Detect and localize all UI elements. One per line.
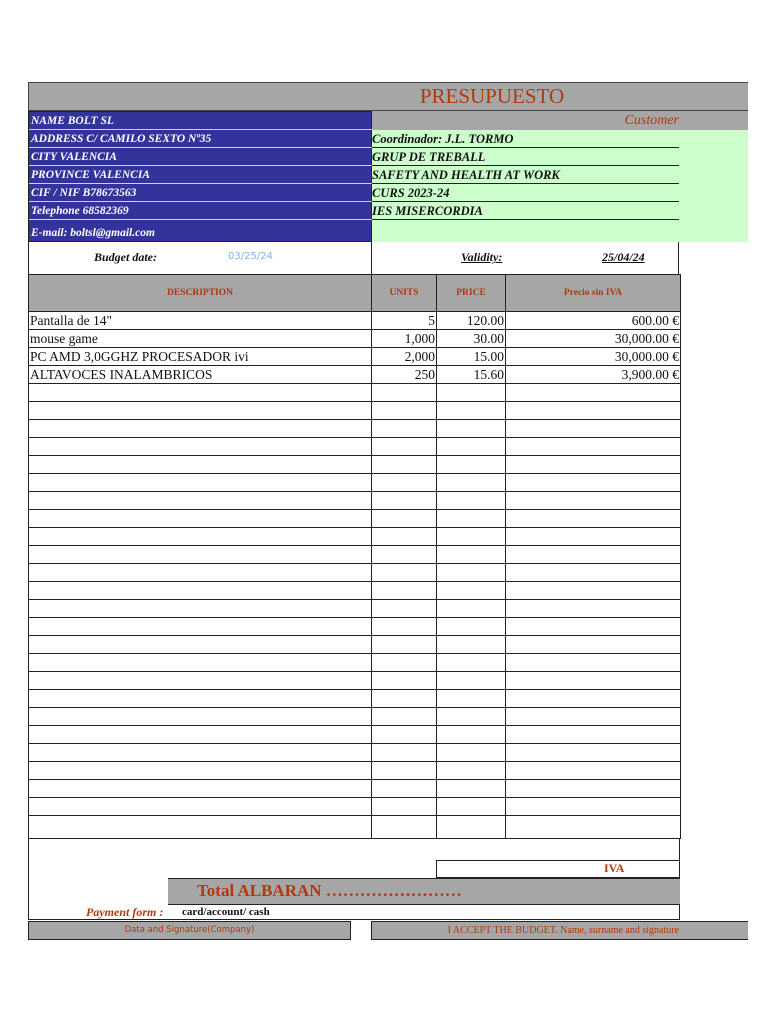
empty-table-row[interactable]: [29, 654, 681, 672]
total-label: Total ALBARAN ……………………: [197, 881, 462, 900]
empty-cell[interactable]: [372, 744, 437, 762]
company-address: ADDRESS C/ CAMILO SEXTO Nº35: [29, 130, 372, 148]
empty-table-row[interactable]: [29, 384, 681, 402]
empty-cell[interactable]: [29, 600, 372, 618]
table-row[interactable]: [29, 348, 681, 366]
cell-description[interactable]: PC AMD 3,0GGHZ PROCESADOR ivi: [29, 348, 372, 366]
document-title: PRESUPUESTO: [419, 84, 565, 108]
empty-cell[interactable]: [506, 438, 681, 456]
empty-cell[interactable]: [437, 582, 506, 600]
empty-cell[interactable]: [437, 690, 506, 708]
payment-form-label: Payment form :: [86, 905, 164, 919]
cell-price[interactable]: 30.00: [437, 330, 506, 348]
cell-price[interactable]: 15.00: [437, 348, 506, 366]
empty-cell[interactable]: [372, 708, 437, 726]
empty-cell[interactable]: [506, 744, 681, 762]
empty-cell[interactable]: [29, 492, 372, 510]
table-header-row: [29, 275, 681, 312]
empty-cell[interactable]: [29, 456, 372, 474]
empty-table-row[interactable]: [29, 564, 681, 582]
empty-table-row[interactable]: [29, 798, 681, 816]
empty-table-row[interactable]: [29, 528, 681, 546]
empty-cell[interactable]: [29, 744, 372, 762]
empty-table-row[interactable]: [29, 420, 681, 438]
empty-cell[interactable]: [29, 798, 372, 816]
empty-cell[interactable]: [372, 456, 437, 474]
empty-cell[interactable]: [372, 762, 437, 780]
empty-cell[interactable]: [372, 600, 437, 618]
project-subject: SAFETY AND HEALTH AT WORK: [372, 166, 679, 184]
empty-cell[interactable]: [29, 726, 372, 744]
project-course: CURS 2023-24: [372, 184, 679, 202]
project-info-block: [372, 130, 748, 242]
empty-cell[interactable]: [437, 798, 506, 816]
empty-cell[interactable]: [506, 672, 681, 690]
empty-cell[interactable]: [29, 762, 372, 780]
validity-value[interactable]: 25/04/24: [602, 250, 645, 264]
empty-cell[interactable]: [506, 600, 681, 618]
empty-cell[interactable]: [372, 816, 437, 839]
empty-cell[interactable]: [437, 492, 506, 510]
empty-cell[interactable]: [437, 474, 506, 492]
empty-cell[interactable]: [372, 384, 437, 402]
empty-cell[interactable]: [437, 402, 506, 420]
header-price-without-iva: Precio sin IVA: [506, 275, 681, 312]
empty-cell[interactable]: [506, 384, 681, 402]
company-email: E-mail: boltsl@gmail.com: [31, 227, 155, 239]
empty-cell[interactable]: [372, 582, 437, 600]
empty-cell[interactable]: [29, 438, 372, 456]
header-units: UNITS: [372, 275, 437, 312]
cell-total[interactable]: 30,000.00 €: [506, 348, 681, 366]
empty-cell[interactable]: [437, 384, 506, 402]
empty-cell[interactable]: [437, 672, 506, 690]
empty-cell[interactable]: [29, 528, 372, 546]
empty-cell[interactable]: [437, 762, 506, 780]
empty-table-row[interactable]: [29, 672, 681, 690]
empty-table-row[interactable]: [29, 618, 681, 636]
empty-cell[interactable]: [372, 636, 437, 654]
empty-cell[interactable]: [372, 726, 437, 744]
company-signature-field[interactable]: Data and Signature(Company): [28, 921, 351, 940]
cell-price[interactable]: 15.60: [437, 366, 506, 384]
empty-table-row[interactable]: [29, 762, 681, 780]
empty-cell[interactable]: [506, 582, 681, 600]
empty-cell[interactable]: [372, 618, 437, 636]
empty-cell[interactable]: [29, 402, 372, 420]
empty-cell[interactable]: [29, 510, 372, 528]
empty-cell[interactable]: [506, 636, 681, 654]
date-divider: [371, 242, 372, 274]
empty-cell[interactable]: [506, 402, 681, 420]
empty-cell[interactable]: [29, 618, 372, 636]
empty-table-row[interactable]: [29, 726, 681, 744]
cell-total[interactable]: 30,000.00 €: [506, 330, 681, 348]
items-table: [28, 274, 681, 839]
empty-cell[interactable]: [372, 672, 437, 690]
empty-cell[interactable]: [506, 798, 681, 816]
empty-table-row[interactable]: [29, 600, 681, 618]
cell-description[interactable]: Pantalla de 14": [29, 312, 372, 330]
customer-signature-label: I ACCEPT THE BUDGET. Name, surname and signature: [447, 925, 679, 936]
empty-cell[interactable]: [29, 780, 372, 798]
empty-table-row[interactable]: [29, 690, 681, 708]
company-province: PROVINCE VALENCIA: [29, 166, 372, 184]
cell-total[interactable]: 3,900.00 €: [506, 366, 681, 384]
empty-cell[interactable]: [372, 510, 437, 528]
company-name: NAME BOLT SL: [29, 112, 372, 130]
empty-table-row[interactable]: [29, 708, 681, 726]
empty-cell[interactable]: [506, 654, 681, 672]
table-row[interactable]: [29, 330, 681, 348]
empty-table-row[interactable]: [29, 456, 681, 474]
iva-cell: [436, 860, 680, 878]
company-telephone: Telephone 68582369: [29, 202, 372, 220]
empty-cell[interactable]: [506, 816, 681, 839]
empty-cell[interactable]: [506, 492, 681, 510]
empty-cell[interactable]: [29, 420, 372, 438]
items-table-wrapper: [28, 274, 680, 839]
company-cif: CIF / NIF B78673563: [29, 184, 372, 202]
empty-cell[interactable]: [437, 564, 506, 582]
company-city: CITY VALENCIA: [29, 148, 372, 166]
empty-cell[interactable]: [506, 420, 681, 438]
empty-cell[interactable]: [29, 690, 372, 708]
empty-table-row[interactable]: [29, 744, 681, 762]
table-row[interactable]: [29, 312, 681, 330]
payment-form-value[interactable]: card/account/ cash: [182, 906, 270, 918]
budget-date-value[interactable]: 03/25/24: [228, 251, 273, 262]
empty-cell[interactable]: [506, 528, 681, 546]
empty-cell[interactable]: [29, 582, 372, 600]
empty-cell[interactable]: [29, 654, 372, 672]
empty-cell[interactable]: [372, 492, 437, 510]
empty-cell[interactable]: [506, 690, 681, 708]
empty-cell[interactable]: [437, 708, 506, 726]
project-group: GRUP DE TREBALL: [372, 148, 679, 166]
empty-table-row[interactable]: [29, 402, 681, 420]
empty-cell[interactable]: [437, 528, 506, 546]
empty-cell[interactable]: [506, 708, 681, 726]
empty-cell[interactable]: [29, 564, 372, 582]
empty-cell[interactable]: [506, 618, 681, 636]
empty-cell[interactable]: [437, 546, 506, 564]
table-row[interactable]: [29, 366, 681, 384]
empty-cell[interactable]: [506, 780, 681, 798]
validity-label: Validity:: [461, 250, 503, 264]
empty-cell[interactable]: [372, 438, 437, 456]
empty-table-row[interactable]: [29, 510, 681, 528]
empty-cell[interactable]: [437, 744, 506, 762]
items-table-body: [29, 312, 681, 839]
empty-table-row[interactable]: [29, 438, 681, 456]
empty-cell[interactable]: [506, 726, 681, 744]
project-school: IES MISERCORDIA: [372, 202, 679, 220]
empty-table-row[interactable]: [29, 546, 681, 564]
empty-cell[interactable]: [29, 474, 372, 492]
empty-cell[interactable]: [29, 546, 372, 564]
empty-table-row[interactable]: [29, 492, 681, 510]
cell-units[interactable]: 5: [372, 312, 437, 330]
empty-cell[interactable]: [437, 438, 506, 456]
empty-cell[interactable]: [437, 420, 506, 438]
empty-table-row[interactable]: [29, 582, 681, 600]
empty-cell[interactable]: [372, 690, 437, 708]
empty-cell[interactable]: [437, 636, 506, 654]
cell-units[interactable]: 2,000: [372, 348, 437, 366]
empty-table-row[interactable]: [29, 780, 681, 798]
empty-cell[interactable]: [372, 564, 437, 582]
empty-cell[interactable]: [506, 546, 681, 564]
empty-cell[interactable]: [29, 384, 372, 402]
empty-cell[interactable]: [372, 654, 437, 672]
cell-units[interactable]: 1,000: [372, 330, 437, 348]
empty-cell[interactable]: [506, 456, 681, 474]
empty-cell[interactable]: [372, 402, 437, 420]
empty-cell[interactable]: [437, 456, 506, 474]
empty-cell[interactable]: [372, 798, 437, 816]
empty-cell[interactable]: [506, 564, 681, 582]
empty-cell[interactable]: [506, 762, 681, 780]
empty-table-row[interactable]: [29, 816, 681, 839]
header-description: DESCRIPTION: [29, 275, 372, 312]
cell-description[interactable]: ALTAVOCES INALAMBRICOS: [29, 366, 372, 384]
empty-cell[interactable]: [29, 636, 372, 654]
cell-units[interactable]: 250: [372, 366, 437, 384]
cell-price[interactable]: 120.00: [437, 312, 506, 330]
header-price: PRICE: [437, 275, 506, 312]
empty-cell[interactable]: [437, 618, 506, 636]
empty-cell[interactable]: [29, 672, 372, 690]
empty-cell[interactable]: [29, 708, 372, 726]
empty-cell[interactable]: [29, 816, 372, 839]
empty-table-row[interactable]: [29, 474, 681, 492]
empty-cell[interactable]: [437, 780, 506, 798]
cell-description[interactable]: mouse game: [29, 330, 372, 348]
empty-cell[interactable]: [437, 600, 506, 618]
empty-cell[interactable]: [372, 528, 437, 546]
empty-cell[interactable]: [437, 510, 506, 528]
iva-label: IVA: [604, 861, 625, 875]
project-coordinator: Coordinador: J.L. TORMO: [372, 130, 679, 148]
budget-date-label: Budget date:: [94, 250, 157, 264]
empty-cell[interactable]: [506, 510, 681, 528]
customer-label: Customer: [624, 113, 679, 128]
empty-cell[interactable]: [437, 816, 506, 839]
cell-total[interactable]: 600.00 €: [506, 312, 681, 330]
empty-cell[interactable]: [372, 420, 437, 438]
empty-cell[interactable]: [437, 726, 506, 744]
empty-cell[interactable]: [372, 474, 437, 492]
empty-cell[interactable]: [372, 780, 437, 798]
company-info-block: [28, 111, 372, 242]
empty-table-row[interactable]: [29, 636, 681, 654]
empty-cell[interactable]: [506, 474, 681, 492]
empty-cell[interactable]: [372, 546, 437, 564]
empty-cell[interactable]: [437, 654, 506, 672]
